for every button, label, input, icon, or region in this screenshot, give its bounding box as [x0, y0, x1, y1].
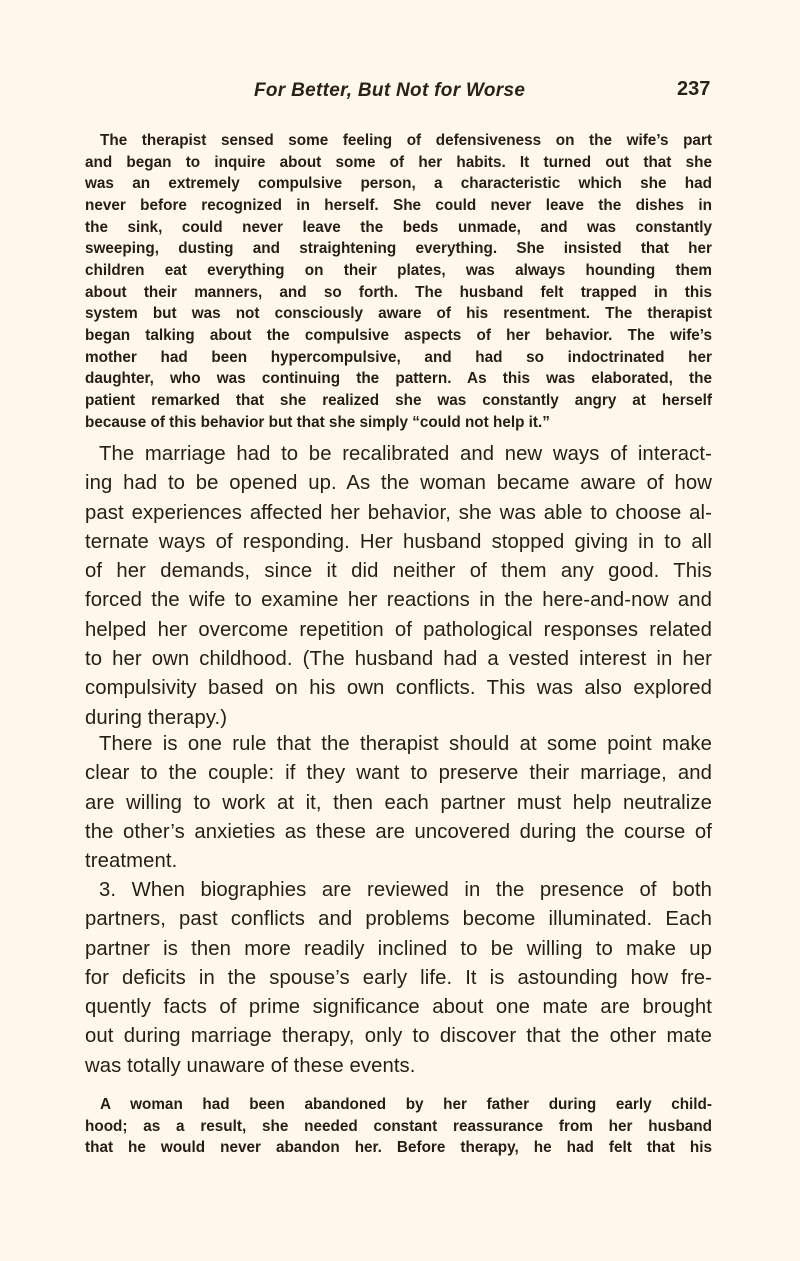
- text-line: mother had been hypercompulsive, and had so indoctrinated her: [85, 348, 712, 366]
- text-line: to her own childhood. (The husband had a vested interest in her: [85, 648, 712, 671]
- text-line: hood; as a result, she needed constant reassurance from her husband: [85, 1117, 712, 1135]
- text-line: partners, past conflicts and problems become illuminated. Each: [85, 908, 712, 931]
- text-line: 3. When biographies are reviewed in the presence of both: [99, 879, 712, 901]
- text-line: quently facts of prime significance about one mate are brought: [85, 996, 712, 1019]
- text-line: never before recognized in herself. She could never leave the dishes in: [85, 196, 712, 214]
- text-line: The marriage had to be recalibrated and new ways of interact-: [99, 443, 712, 465]
- text-line: The therapist sensed some feeling of defensiveness on the wife’s part: [100, 132, 712, 149]
- text-line: patient remarked that she realized she was constantly angry at herself: [85, 391, 712, 409]
- text-line: during therapy.): [85, 706, 228, 729]
- text-line: for deficits in the spouse’s early life. It is astounding how fre-: [85, 966, 712, 989]
- text-line: ternate ways of responding. Her husband stopped giving in to all: [85, 530, 712, 553]
- text-line: system but was not consciously aware of his resentment. The therapist: [85, 305, 712, 323]
- text-line: because of this behavior but that she simply “could not help it.”: [85, 413, 550, 431]
- text-line: are willing to work at it, then each partner must help neutralize: [85, 791, 712, 814]
- page-number: 237: [677, 78, 711, 100]
- text-line: of her demands, since it did neither of them any good. This: [85, 560, 712, 583]
- case-extract-1: [85, 130, 712, 433]
- body-paragraph-3: [85, 876, 712, 1081]
- text-line: past experiences affected her behavior, she was able to choose al-: [85, 501, 712, 524]
- body-paragraph-2: [85, 730, 712, 876]
- text-line: was an extremely compulsive person, a characteristic which she had: [85, 175, 712, 193]
- text-line: the other’s anxieties as these are uncovered during the course of: [85, 820, 712, 843]
- text-line: partner is then more readily inclined to be willing to make up: [85, 937, 712, 960]
- running-head-title: For Better, But Not for Worse: [254, 80, 526, 101]
- text-line: out during marriage therapy, only to discover that the other mate: [85, 1025, 712, 1048]
- text-line: that he would never abandon her. Before therapy, he had felt that his: [85, 1139, 712, 1157]
- text-line: sweeping, dusting and straightening everything. She insisted that her: [85, 240, 712, 258]
- text-line: treatment.: [85, 850, 178, 873]
- case-extract-2: [85, 1094, 712, 1159]
- text-line: about their manners, and so forth. The husband felt trapped in this: [85, 283, 712, 301]
- text-line: There is one rule that the therapist should at some point make: [99, 733, 712, 755]
- text-line: began talking about the compulsive aspects of her behavior. The wife’s: [85, 326, 712, 344]
- text-line: clear to the couple: if they want to preserve their marriage, and: [85, 762, 712, 785]
- text-line: compulsivity based on his own conflicts. This was also explored: [85, 677, 712, 700]
- text-line: A woman had been abandoned by her father during early child-: [100, 1096, 712, 1113]
- text-line: the sink, could never leave the beds unmade, and was constantly: [85, 218, 712, 236]
- text-line: forced the wife to examine her reactions in the here-and-now and: [85, 589, 712, 612]
- body-paragraph-1: [85, 440, 712, 733]
- text-line: and began to inquire about some of her habits. It turned out that she: [85, 153, 712, 171]
- text-line: helped her overcome repetition of pathological responses related: [85, 618, 712, 641]
- text-line: daughter, who was continuing the pattern. As this was elaborated, the: [85, 370, 712, 388]
- text-line: children eat everything on their plates, was always hounding them: [85, 261, 712, 279]
- text-line: ing had to be opened up. As the woman became aware of how: [85, 472, 712, 495]
- text-line: was totally unaware of these events.: [85, 1054, 416, 1077]
